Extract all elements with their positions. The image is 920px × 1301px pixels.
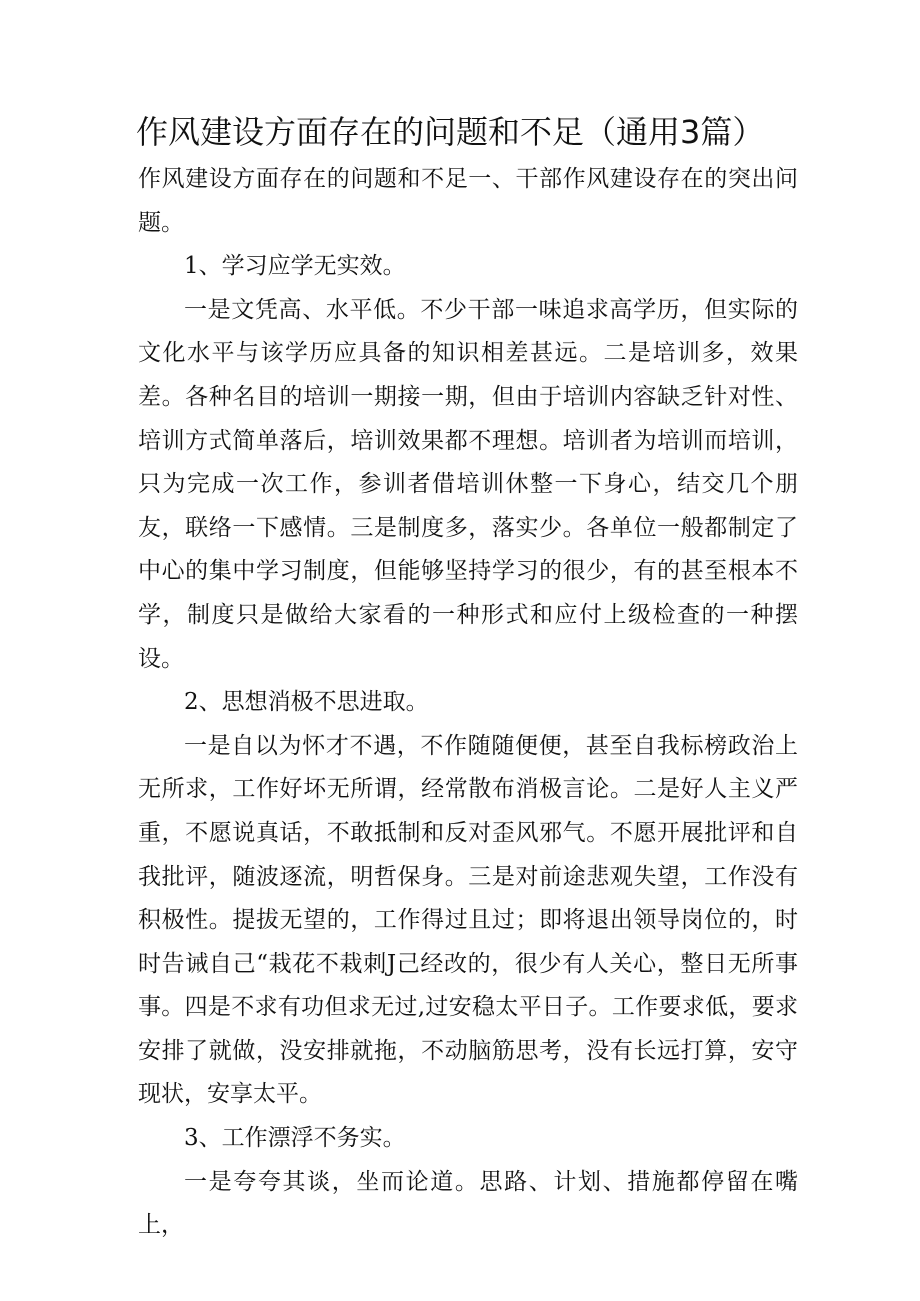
section-heading-1: 1、学习应学无实效。: [184, 253, 406, 280]
paragraph-intro: 作风建设方面存在的问题和不足一、干部作风建设存在的突出问题。: [138, 166, 798, 236]
paragraph-section-3: 一是夸夸其谈，坐而论道。思路、计划、措施都停留在嘴上，: [138, 1168, 798, 1239]
paragraph-section-2: 一是自以为怀才不遇，不作随随便便，甚至自我标榜政治上无所求，工作好坏无所谓，经常散布消极言论。二是好人主义严重，不愿说真话，不敢抵制和反对歪风邪气。不愿开展批评和自我批评，随波逐流，明哲保身。三是对前途悲观失望，工作没有积极性。提拔无望的，工作得过且过；即将退出领导岗位的，时时告诫自己“栽花不栽刺J己经改的，很少有人关心，整日无所事事。四是不求有功但求无过,过安稳太平日子。工作要求低，要求安排了就做，没安排就拖，不动脑筋思考，没有长远打算，安守现状，安享太平。: [138, 732, 798, 1108]
document-body: [138, 158, 798, 1248]
document-title: 作风建设方面存在的问题和不足（通用3篇）: [136, 113, 765, 151]
section-heading-3: 3、工作漂浮不务实。: [184, 1125, 406, 1152]
section-heading-2: 2、思想消极不思进取。: [184, 689, 429, 716]
paragraph-section-1: 一是文凭高、水平低。不少干部一味追求高学历，但实际的文化水平与该学历应具备的知识相差甚远。二是培训多，效果差。各种名目的培训一期接一期，但由于培训内容缺乏针对性、培训方式简单落后，培训效果都不理想。培训者为培训而培训，只为完成一次工作，参训者借培训休整一下身心，结交几个朋友，联络一下感情。三是制度多，落实少。各单位一般都制定了中心的集中学习制度，但能够坚持学习的很少，有的甚至根本不学，制度只是做给大家看的一种形式和应付上级检查的一种摆设。: [138, 296, 798, 672]
